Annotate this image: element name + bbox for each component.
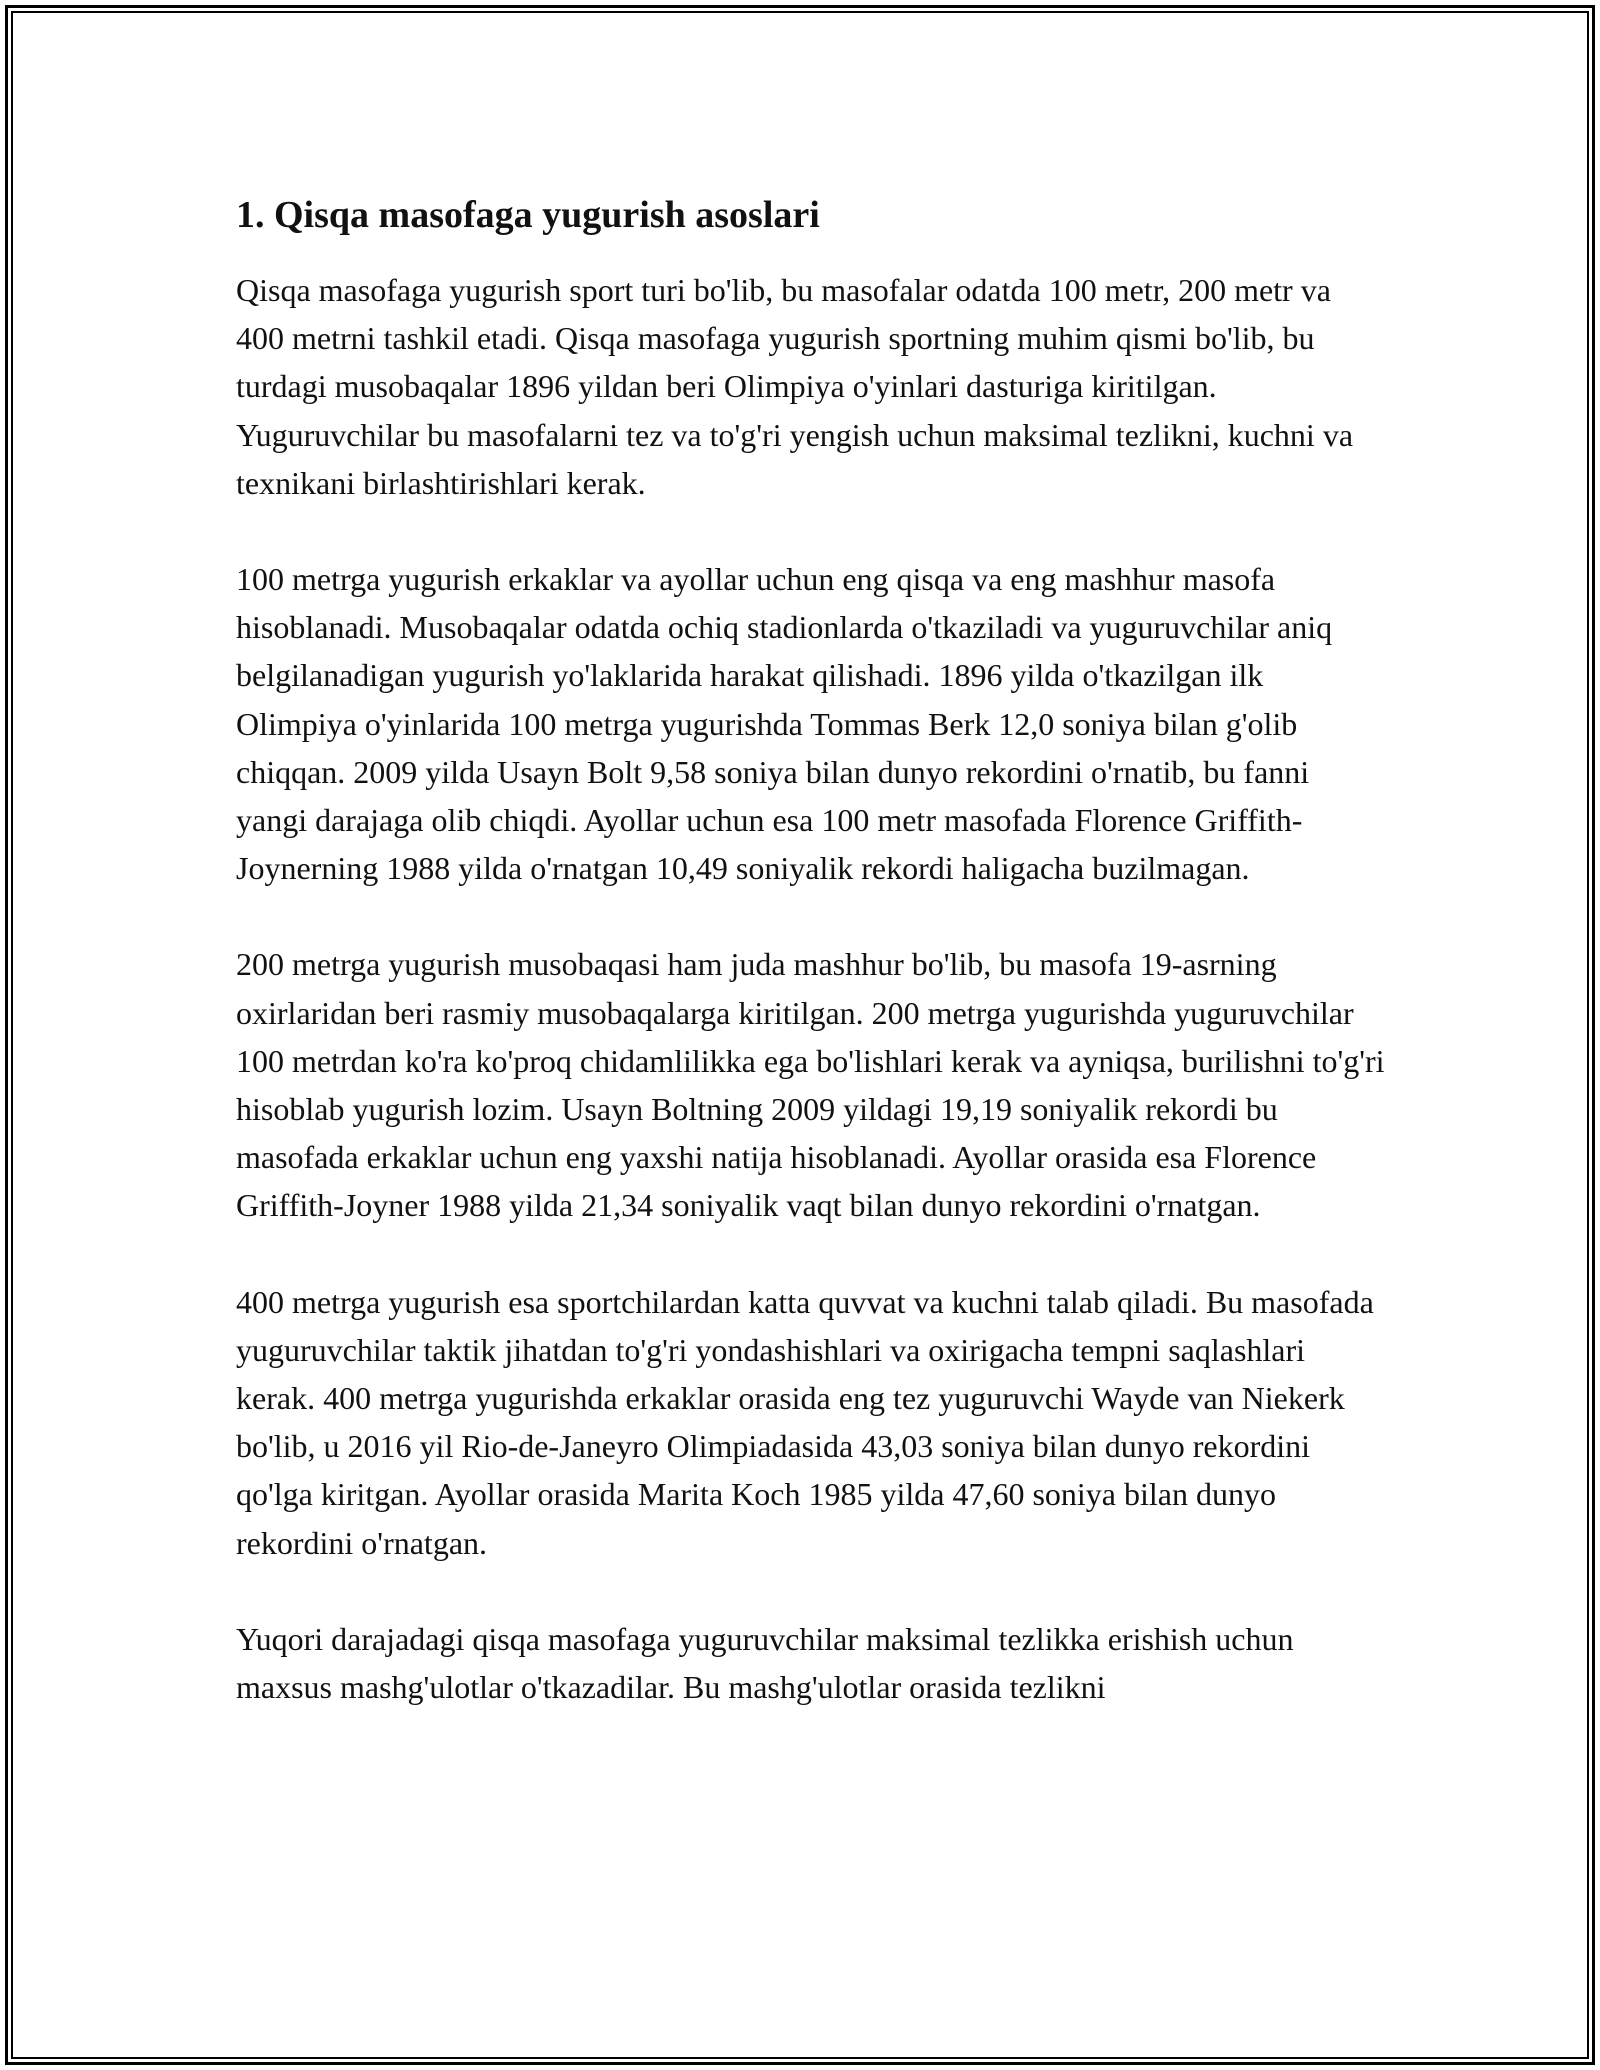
paragraph-400m: 400 metrga yugurish esa sportchilardan katta quvvat va kuchni talab qiladi. Bu masofada yuguruvchilar taktik jihatdan to'g'ri yondashishlari va oxirigacha tempni saqlashlari kerak. 400 metrga yugurishda erkaklar orasida eng tez yuguruvchi Wayde van Niekerk bo'lib, u 2016 yil Rio-de-Janeyro Olimpiadasida 43,03 soniya bilan dunyo rekordini qo'lga kiritgan. Ayollar orasida Marita Koch 1985 yilda 47,60 soniya bilan dunyo rekordini o'rnatgan. — [236, 1283, 1374, 1561]
paragraph-intro: Qisqa masofaga yugurish sport turi bo'lib, bu masofalar odatda 100 metr, 200 metr va 400 metrni tashkil etadi. Qisqa masofaga yugurish sportning muhim qismi bo'lib, bu turdagi musobaqalar 1896 yildan beri Olimpiya o'yinlari dasturiga kiritilgan. Yuguruvchilar bu masofalarni tez va to'g'ri yengish uchun maksimal tezlikni, kuchni va texnikani birlashtirishlari kerak. — [236, 272, 1354, 501]
document-body — [236, 188, 1386, 1759]
paragraph-100m: 100 metrga yugurish erkaklar va ayollar uchun eng qisqa va eng mashhur masofa hisoblanadi. Musobaqalar odatda ochiq stadionlarda o'tkaziladi va yuguruvchilar aniq belgilanadigan yugurish yo'laklarida harakat qilishadi. 1896 yilda o'tkazilgan ilk Olimpiya o'yinlarida 100 metrga yugurishda Tommas Berk 12,0 soniya bilan g'olib chiqqan. 2009 yilda Usayn Bolt 9,58 soniya bilan dunyo rekordini o'rnatib, bu fanni yangi darajaga olib chiqdi. Ayollar uchun esa 100 metr masofada Florence Griffith-Joynerning 1988 yilda o'rnatgan 10,49 soniyalik rekordi haligacha buzilmagan. — [236, 561, 1333, 887]
section-heading: 1. Qisqa masofaga yugurish asoslari — [236, 194, 820, 236]
paragraph-200m: 200 metrga yugurish musobaqasi ham juda mashhur bo'lib, bu masofa 19-asrning oxirlaridan beri rasmiy musobaqalarga kiritilgan. 200 metrga yugurishda yuguruvchilar 100 metrdan ko'ra ko'proq chidamlilikka ega bo'lishlari kerak va ayniqsa, burilishni to'g'ri hisoblab yugurish lozim. Usayn Boltning 2009 yildagi 19,19 soniyalik rekordi bu masofada erkaklar uchun eng yaxshi natija hisoblanadi. Ayollar orasida esa Florence Griffith-Joyner 1988 yilda 21,34 soniyalik vaqt bilan dunyo rekordini o'rnatgan. — [236, 946, 1385, 1224]
paragraph-training: Yuqori darajadagi qisqa masofaga yuguruvchilar maksimal tezlikka erishish uchun maxsus mashg'ulotlar o'tkazadilar. Bu mashg'ulotlar orasida tezlikni — [236, 1620, 1294, 1706]
